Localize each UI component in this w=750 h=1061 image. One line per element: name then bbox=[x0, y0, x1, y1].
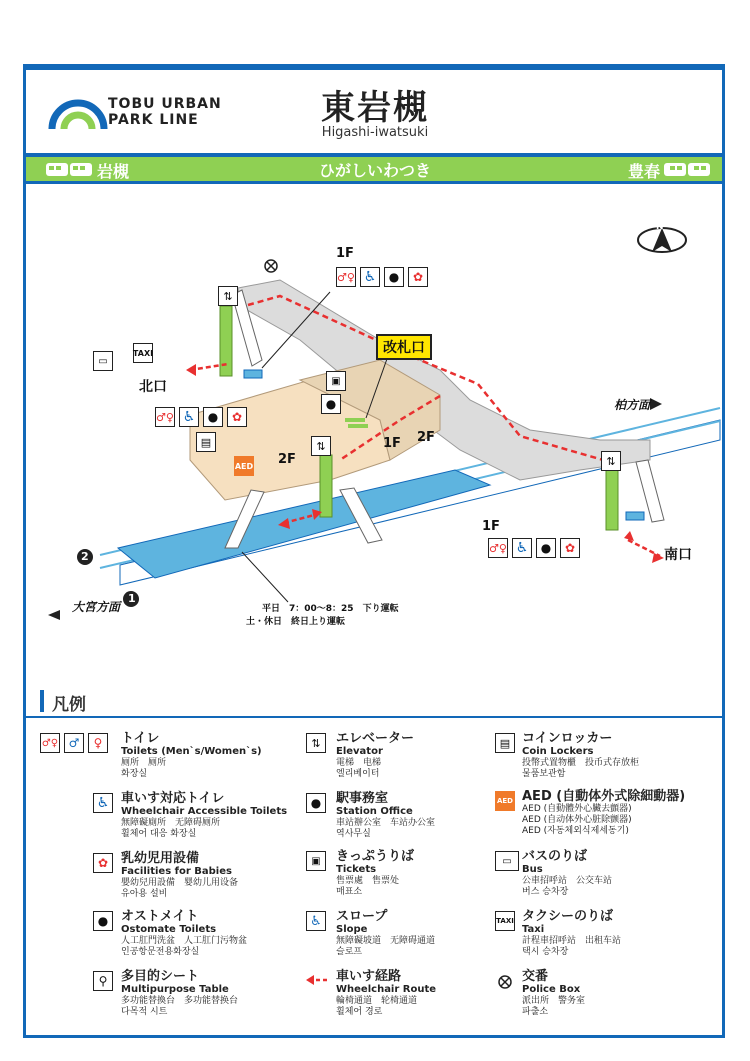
slope-icon: ♿ bbox=[306, 911, 326, 931]
ticket-icon: ▣ bbox=[326, 371, 346, 391]
accessible-toilet-icon: ♿ bbox=[179, 407, 199, 427]
note-weekend: 土・休日 終日上り運転 bbox=[246, 617, 346, 627]
aed-icon: AED bbox=[234, 456, 254, 476]
baby-facility-icon: ✿ bbox=[93, 853, 113, 873]
ostomate-icon: ● bbox=[93, 911, 113, 931]
toilet-icon: ♂♀ bbox=[40, 733, 60, 753]
legend-item-police: 交番 Police Box 派出所 警务室 파출소 bbox=[522, 969, 586, 1017]
elevator-icon: ⇅ bbox=[311, 436, 331, 456]
toilet-women-icon: ♀ bbox=[88, 733, 108, 753]
elevator-icon: ⇅ bbox=[306, 733, 326, 753]
station-name: 東岩槻 bbox=[321, 88, 429, 128]
bus-icon: ▭ bbox=[93, 351, 113, 371]
direction-kasukabe: 柏方面 bbox=[614, 398, 651, 412]
ticket-gate-label: 改札口 bbox=[376, 334, 432, 360]
legend-item-lockers: コインロッカー Coin Lockers 投幣式置物櫃 投币式存放柜 물품보관함 bbox=[522, 731, 640, 779]
legend-item-taxi: タクシーのりば Taxi 計程車招呼站 出租车站 택시 승차장 bbox=[522, 909, 622, 957]
accessible-toilet-icon: ♿ bbox=[360, 267, 380, 287]
floor-label-2f-right: 2F bbox=[417, 430, 435, 445]
multipurpose-table-icon: ⚲ bbox=[93, 971, 113, 991]
elevator-icon: ⇅ bbox=[601, 451, 621, 471]
compass-north-label: N bbox=[656, 222, 664, 232]
legend-title: 凡例 bbox=[52, 695, 86, 715]
station-office-icon: ● bbox=[321, 394, 341, 414]
legend-item-elevator: エレベーター Elevator 電梯 电梯 엘리베이터 bbox=[336, 731, 415, 779]
floor-label-1f-right: 1F bbox=[482, 519, 500, 534]
coin-locker-icon: ▤ bbox=[495, 733, 515, 753]
train-right-icon bbox=[664, 161, 712, 177]
legend-item-multipurpose: 多目的シート Multipurpose Table 多功能替換台 多功能替换台 다목적 시트 bbox=[121, 969, 239, 1017]
next-station: 豊春 bbox=[628, 162, 661, 181]
legend-item-slope: スロープ Slope 無障礙坡道 无障碍通道 슬로프 bbox=[336, 909, 436, 957]
station-kana: ひがしいわつき bbox=[318, 161, 431, 180]
station-office-icon: ● bbox=[306, 793, 326, 813]
baby-facility-icon: ✿ bbox=[560, 538, 580, 558]
brand-name: TOBU URBAN PARK LINE bbox=[108, 96, 222, 128]
ostomate-icon: ● bbox=[384, 267, 404, 287]
note-weekday: 平日 7：00～8：25 下り運転 bbox=[262, 604, 399, 614]
baby-facility-icon: ✿ bbox=[227, 407, 247, 427]
platform-number-1: 1 bbox=[128, 592, 136, 605]
legend-item-aed: AED (自動体外式除細動器) AED (自動體外心臟去顫器) AED (自动体外心脏除颤器) AED (자동체외식제세동기) bbox=[522, 789, 686, 836]
wheelchair-route-icon bbox=[306, 974, 330, 986]
elevator-icon: ⇅ bbox=[218, 286, 238, 306]
baby-facility-icon: ✿ bbox=[408, 267, 428, 287]
platform-number-2: 2 bbox=[81, 550, 89, 563]
police-box-icon bbox=[498, 975, 512, 989]
train-left-icon bbox=[46, 161, 94, 177]
ostomate-icon: ● bbox=[203, 407, 223, 427]
aed-icon: AED bbox=[495, 791, 515, 811]
legend-item-tickets: きっぷうりば Tickets 售票處 售票处 매표소 bbox=[336, 849, 415, 897]
prev-station: 岩槻 bbox=[97, 162, 130, 181]
north-exit-label: 北口 bbox=[139, 379, 167, 395]
station-roman: Higashi-iwatsuki bbox=[321, 125, 429, 140]
ostomate-icon: ● bbox=[536, 538, 556, 558]
toilet-men-icon: ♂ bbox=[64, 733, 84, 753]
legend-item-toilet: トイレ Toilets (Men`s/Women`s) 厕所 厕所 화장실 bbox=[121, 731, 262, 779]
accessible-toilet-icon: ♿ bbox=[93, 793, 113, 813]
toilet-icon: ♂♀ bbox=[155, 407, 175, 427]
bus-icon: ▭ bbox=[495, 851, 519, 871]
floor-label-1f-platform: 1F bbox=[383, 436, 401, 451]
ticket-icon: ▣ bbox=[306, 851, 326, 871]
legend-item-bus: バスのりば Bus 公車招呼站 公交车站 버스 승차장 bbox=[522, 849, 613, 897]
coin-locker-icon: ▤ bbox=[196, 432, 216, 452]
south-exit-label: 南口 bbox=[664, 547, 692, 563]
legend-item-route: 車いす経路 Wheelchair Route 輪椅通道 轮椅通道 휠체어 경로 bbox=[336, 969, 437, 1017]
floor-label-2f-left: 2F bbox=[278, 452, 296, 467]
accessible-toilet-icon: ♿ bbox=[512, 538, 532, 558]
toilet-icon: ♂♀ bbox=[336, 267, 356, 287]
direction-omiya: 大宮方面 bbox=[72, 600, 121, 614]
toilet-icon: ♂♀ bbox=[488, 538, 508, 558]
floor-label-1f-top: 1F bbox=[336, 246, 354, 261]
legend-item-accessible-toilet: 車いす対応トイレ Wheelchair Accessible Toilets 無障礙廁所 无障碍厕所 휠체어 대응 화장실 bbox=[121, 791, 288, 839]
legend-item-baby: 乳幼児用設備 Facilities for Babies 嬰幼兒用設備 婴幼儿用设备 유아용 설비 bbox=[121, 851, 239, 899]
legend-item-office: 駅事務室 Station Office 車站辦公室 车站办公室 역사무실 bbox=[336, 791, 436, 839]
taxi-icon: TAXI bbox=[133, 343, 153, 363]
legend-item-ostomate: オストメイト Ostomate Toilets 人工肛門洗盆 人工肛门污物盆 인공항문전용화장실 bbox=[121, 909, 248, 957]
taxi-icon: TAXI bbox=[495, 911, 515, 931]
